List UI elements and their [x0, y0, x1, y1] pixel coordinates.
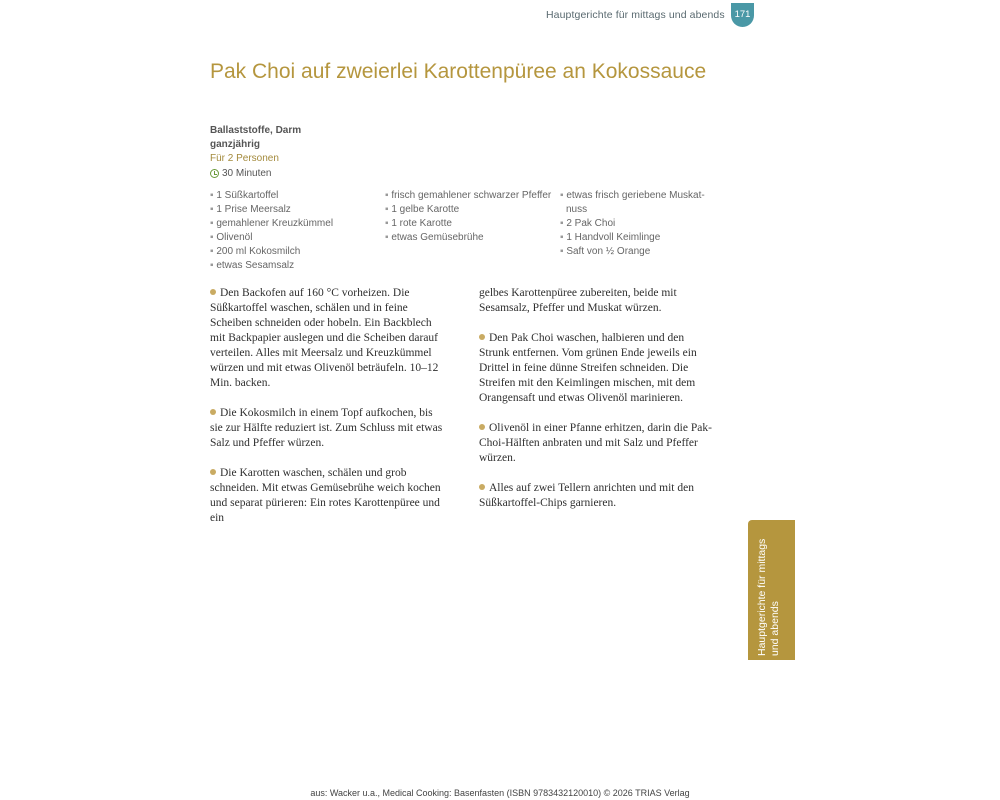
step-bullet-icon — [479, 484, 485, 490]
meta-time — [210, 167, 301, 181]
step-paragraph: Den Backofen auf 160 °C vorheizen. Die Süßkartoffel waschen, schälen und in feine Scheiben schneiden oder hobeln. Ein Backblech mit Backpapier auslegen und die Scheiben darauf verteilen. Alles mit Meersalz und Kreuzkümmel würzen und mit etwas Olivenöl beträufeln. 10–12 Min. backen. — [210, 287, 439, 389]
meta-time-label: 30 Minuten — [222, 167, 272, 179]
ingredient-item: ▪ etwas Gemüsebrühe — [385, 232, 484, 243]
ingredients-column-2 — [385, 189, 557, 245]
recipe-meta — [210, 124, 301, 181]
ingredient-item: ▪ 200 ml Kokosmilch — [210, 246, 301, 257]
meta-tags: Ballaststoffe, Darm — [210, 125, 302, 136]
steps-column-left — [210, 286, 446, 541]
step-paragraph-continued: gelbes Karottenpüree zubereiten, beide mit Sesamsalz, Pfeffer und Muskat würzen. — [479, 287, 677, 314]
ingredient-item: ▪ 1 gelbe Karotte — [385, 204, 460, 215]
step-bullet-icon — [479, 424, 485, 430]
ingredient-item: ▪ frisch gemahlener schwarzer Pfeffer — [385, 190, 552, 201]
ingredient-item: ▪ gemahlener Kreuzkümmel — [210, 218, 334, 229]
clock-icon — [210, 169, 219, 178]
ingredient-item: ▪ 2 Pak Choi — [560, 218, 616, 229]
meta-servings: Für 2 Personen — [210, 153, 279, 165]
ingredient-item: ▪ 1 Süßkartoffel — [210, 190, 279, 201]
step-bullet-icon — [210, 469, 216, 475]
ingredient-item: ▪ etwas Sesamsalz — [210, 260, 295, 271]
chapter-side-tab — [748, 520, 795, 660]
ingredient-item: ▪ 1 rote Karotte — [385, 218, 452, 229]
recipe-title: Pak Choi auf zweierlei Karottenpüree an Kokossauce — [210, 60, 707, 83]
ingredient-item: ▪ etwas frisch geriebene Muskat-nuss — [560, 190, 705, 215]
step-paragraph: Die Kokosmilch in einem Topf aufkochen, bis sie zur Hälfte reduziert ist. Zum Schluss mit etwas Salz und Pfeffer würzen. — [210, 407, 443, 449]
step-paragraph: Die Karotten waschen, schälen und grob schneiden. Mit etwas Gemüsebrühe weich kochen und separat pürieren: Ein rotes Karottenpüree und ein — [210, 467, 441, 524]
step-bullet-icon — [210, 409, 216, 415]
ingredient-item: ▪ Saft von ½ Orange — [560, 246, 651, 257]
running-header: Hauptgerichte für mittags und abends — [546, 9, 725, 21]
step-paragraph: Alles auf zwei Tellern anrichten und mit den Süßkartoffel-Chips garnieren. — [479, 482, 694, 509]
meta-season: ganzjährig — [210, 139, 261, 151]
ingredients-column-3 — [560, 189, 720, 259]
step-bullet-icon — [210, 289, 216, 295]
step-paragraph: Olivenöl in einer Pfanne erhitzen, darin die Pak-Choi-Hälften anbraten und mit Salz und Pfeffer würzen. — [479, 422, 712, 464]
ingredient-item: ▪ 1 Handvoll Keimlinge — [560, 232, 661, 243]
ingredients-column-1 — [210, 189, 380, 273]
step-paragraph: Den Pak Choi waschen, halbieren und den Strunk entfernen. Vom grünen Ende jeweils ein Drittel in feine dünne Streifen schneiden. Die Streifen mit den Keimlingen mischen, mit dem Orangensaft und etwas Olivenöl marinieren. — [479, 332, 697, 404]
side-tab-label: Hauptgerichte für mittags und abends — [756, 538, 781, 656]
page-number-badge: 171 — [731, 3, 754, 27]
ingredient-item: ▪ Olivenöl — [210, 232, 253, 243]
page-footer: aus: Wacker u.a., Medical Cooking: Basenfasten (ISBN 9783432120010) © 2026 TRIAS Verlag — [310, 788, 690, 798]
steps-column-right — [479, 286, 717, 526]
ingredient-item: ▪ 1 Prise Meersalz — [210, 204, 291, 215]
step-bullet-icon — [479, 334, 485, 340]
